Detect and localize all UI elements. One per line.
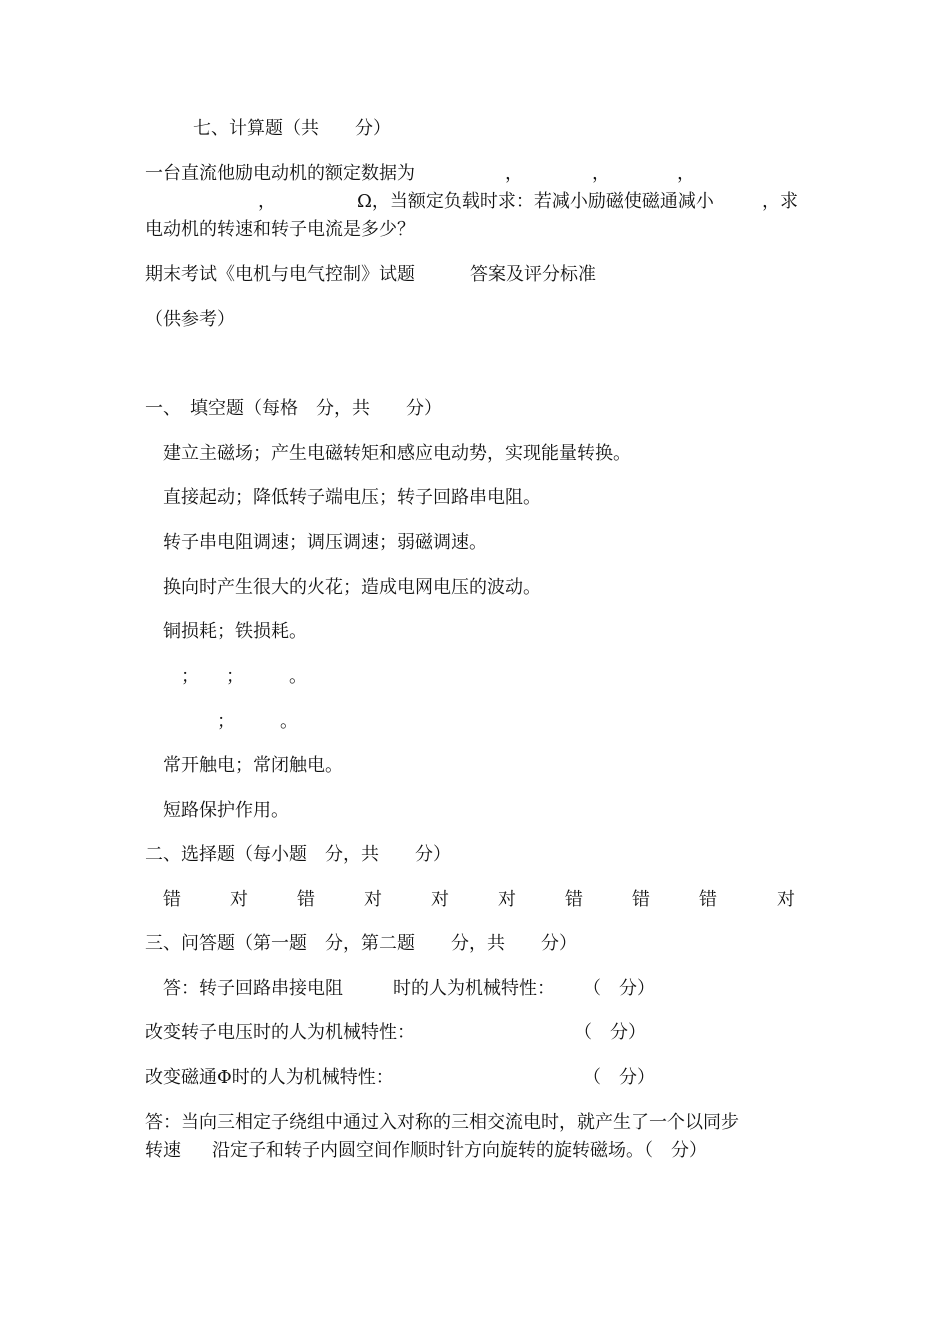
question-line-1: 一台直流他励电动机的额定数据为 — [145, 163, 415, 184]
answer2-line2a: 转速 — [145, 1140, 181, 1161]
choice-answer: 对 — [230, 889, 248, 910]
answer-title: 期末考试《电机与电气控制》试题 — [145, 264, 415, 285]
list-item: 直接起动；降低转子端电压；转子回路串电阻。 — [163, 487, 541, 508]
score-marker: （ 分） — [583, 978, 655, 999]
list-item: ； ； 。 — [181, 666, 307, 687]
question-line-3: 电动机的转速和转子电流是多少？ — [145, 219, 415, 240]
choice-answer: 错 — [565, 889, 583, 910]
list-item: 转子串电阻调速；调压调速；弱磁调速。 — [163, 532, 487, 553]
question-comma: ， — [258, 191, 276, 212]
choice-answer: 错 — [163, 889, 181, 910]
list-item: ； 。 — [217, 711, 298, 732]
choice-answer: 错 — [632, 889, 650, 910]
choice-answer: 对 — [431, 889, 449, 910]
question-comma: ， — [677, 163, 695, 184]
choice-answer: 对 — [777, 889, 795, 910]
question-line-2: Ω，当额定负载时求：若减小励磁使磁通减小 — [357, 191, 714, 212]
answer2-line1: 答：当向三相定子绕组中通过入对称的三相交流电时，就产生了一个以同步 — [145, 1112, 739, 1133]
list-item: 短路保护作用。 — [163, 800, 289, 821]
choice-answer: 对 — [498, 889, 516, 910]
score-marker: （ 分） — [574, 1022, 646, 1043]
choice-answer: 错 — [297, 889, 315, 910]
question-line-2-end: ，求 — [762, 191, 798, 212]
answer-title-2: 答案及评分标准 — [470, 264, 596, 285]
score-marker: （ 分） — [583, 1067, 655, 1088]
answer1-line3: 改变磁通Φ时的人为机械特性： — [145, 1067, 394, 1088]
part3-heading: 三、问答题（第一题 分，第二题 分，共 分） — [145, 933, 577, 954]
answer1-line1b: 时的人为机械特性： — [393, 978, 555, 999]
answer1-line2: 改变转子电压时的人为机械特性： — [145, 1022, 415, 1043]
reference-note: （供参考） — [145, 309, 235, 330]
section7-title: 七、计算题（共 分） — [193, 118, 391, 139]
choice-answer: 对 — [364, 889, 382, 910]
answer1-line1: 答：转子回路串接电阻 — [163, 978, 343, 999]
part2-heading: 二、选择题（每小题 分，共 分） — [145, 844, 451, 865]
question-comma: ， — [592, 163, 610, 184]
question-comma: ， — [505, 163, 523, 184]
list-item: 常开触电；常闭触电。 — [163, 755, 343, 776]
part1-heading: 一、 填空题（每格 分，共 分） — [145, 398, 442, 419]
choice-answer: 错 — [699, 889, 717, 910]
list-item: 铜损耗；铁损耗。 — [163, 621, 307, 642]
list-item: 换向时产生很大的火花；造成电网电压的波动。 — [163, 577, 541, 598]
answer2-line2b: 沿定子和转子内圆空间作顺时针方向旋转的旋转磁场。（ 分） — [212, 1140, 707, 1161]
list-item: 建立主磁场；产生电磁转矩和感应电动势，实现能量转换。 — [163, 443, 631, 464]
